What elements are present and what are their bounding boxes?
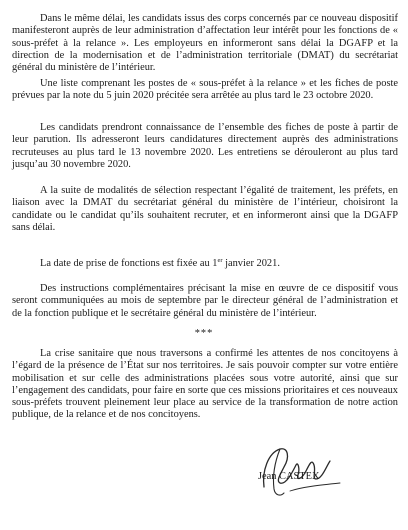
paragraph-job-list: Une liste comprenant les postes de « sous-préfet à la relance » et les fiches de poste prévues par la note du 5 juin 2020 précitée sera arrêtée au plus tard le 23 octobre 2020. bbox=[12, 78, 398, 102]
section-separator: *** bbox=[194, 328, 214, 339]
paragraph-selection: A la suite de modalités de sélection respectant l’égalité de traitement, les préfets, en liaison avec la DMAT du secrétariat général du ministère de l’intérieur, choisiront la candidate ou le candidat qu’ils souhaitent recruter, et en informeront ainsi que la DGAFP sans délai. bbox=[12, 185, 398, 233]
paragraph-candidacies: Les candidats prendront connaissance de l’ensemble des fiches de poste à partir de leur parution. Ils adresseront leurs candidatures directement auprès des administrations recruteuses au plus tard le 13 novembre 2020. Les entretiens se dérouleront au plus tard jusqu’au 30 novembre 2020. bbox=[12, 122, 398, 170]
ordinal-superscript: er bbox=[217, 257, 223, 264]
paragraph-application-deadline: Dans le même délai, les candidats issus des corps concernés par ce nouveau dispositif manifesteront auprès de leur administration d’affectation leur intérêt pour les fonctions de « sous-préfet à la relance ». Les employeurs en informeront sans délai la DGAFP et la direction de la modernisation et de l’administration territoriale (DMAT) du secrétariat général du ministère de l’intérieur. bbox=[12, 13, 398, 74]
paragraph-closing: La crise sanitaire que nous traversons a confirmé les attentes de nos concitoyens à l’égard de la présence de l’État sur nos territoires. Je sais pouvoir compter sur votre entière mobilisation et sur celle des administrations placées sous votre autorité, ainsi que sur l’engagement des candidats, pour faire en sorte que ces missions prioritaires et ces nouveaux sous-préfets trouvent pleinement leur place au service de la transformation de notre action publique, de la relance et de nos concitoyens. bbox=[12, 348, 398, 421]
signature-block bbox=[250, 443, 380, 503]
paragraph-start-date bbox=[12, 258, 398, 270]
paragraph-instructions: Des instructions complémentaires précisant la mise en œuvre de ce dispositif vous seront communiquées au mois de septembre par le directeur général de l’administration et de la fonction publique et le secrétaire général du ministère de l’intérieur. bbox=[12, 283, 398, 319]
signatory-name: Jean CASTEX bbox=[258, 471, 320, 482]
start-date-text: La date de prise de fonctions est fixée au 1 bbox=[40, 258, 218, 269]
start-date-text-end: janvier 2021. bbox=[222, 258, 280, 269]
